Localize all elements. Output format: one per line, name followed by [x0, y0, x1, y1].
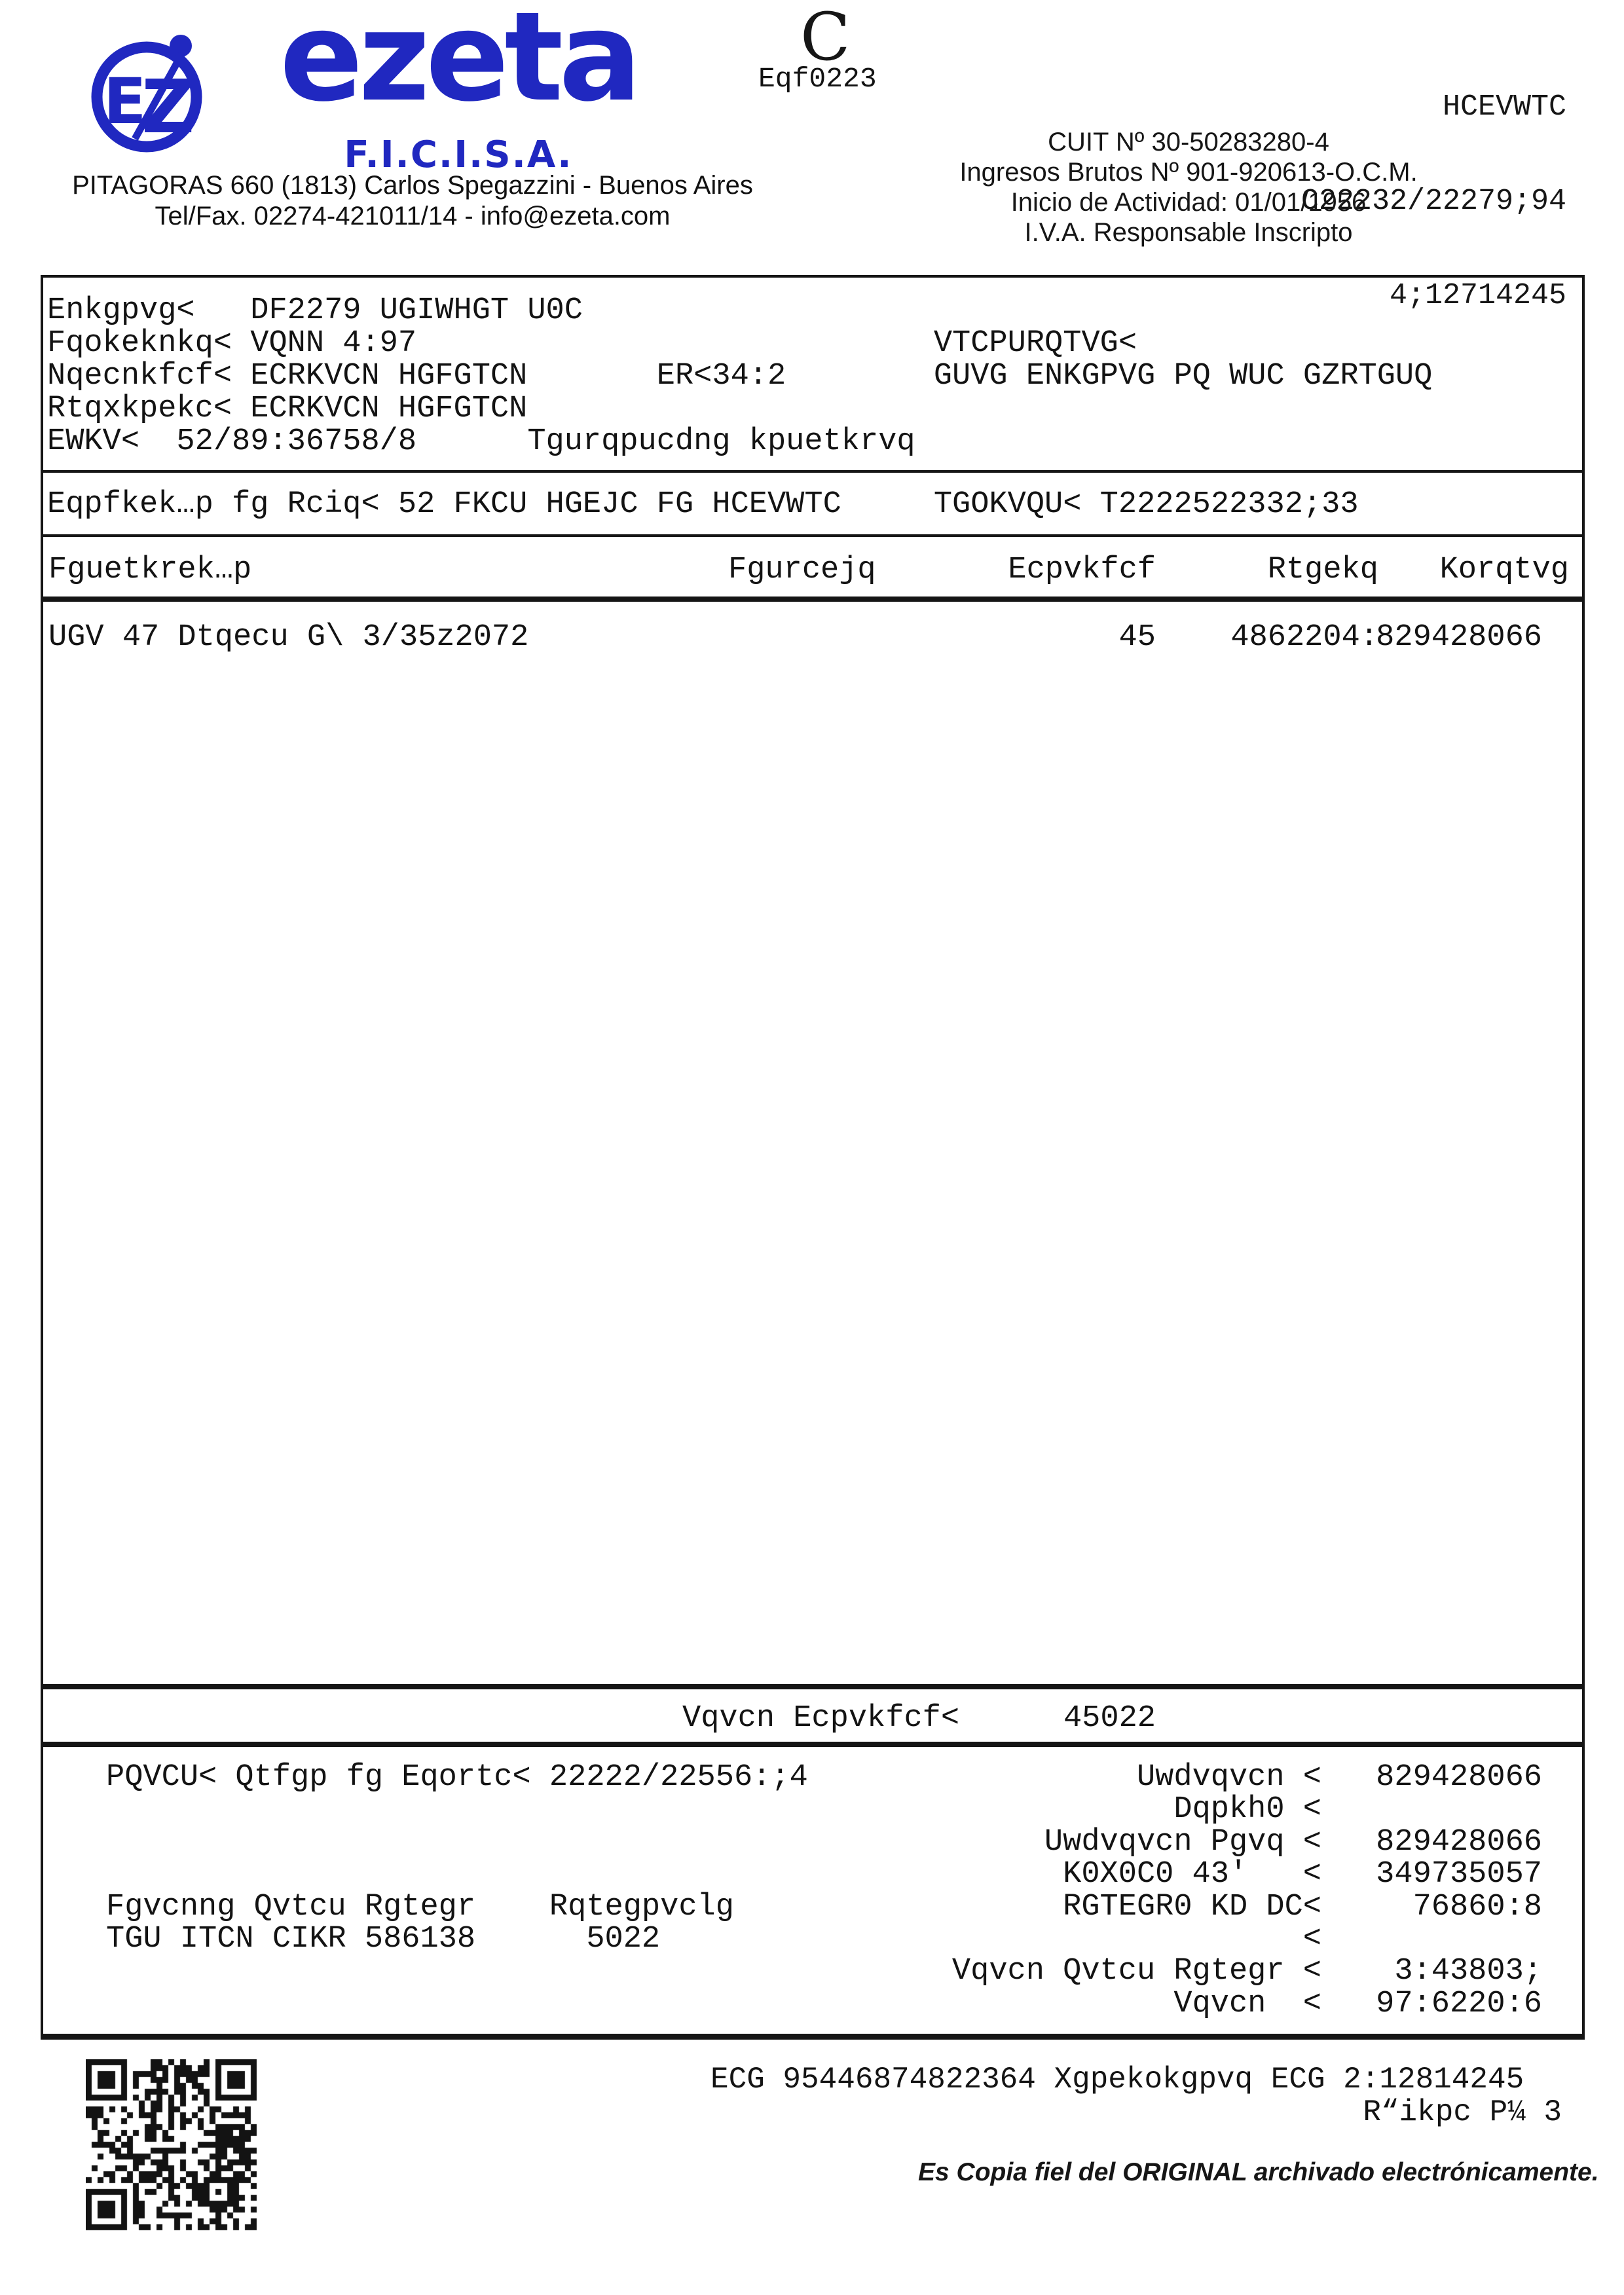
- total-quantity-label: Vqvcn Ecpvkfcf<: [682, 1701, 960, 1736]
- percep-detail-line: TGU ITCN CIKR 586138 5022: [106, 1922, 661, 1956]
- items-table-body: [41, 602, 1585, 1684]
- invoice-number: C22232/22279;94: [1301, 185, 1566, 218]
- column-header-description: Fguetkrek…p: [48, 553, 252, 587]
- invoice-type-code: Eqf0223: [758, 63, 877, 95]
- payment-condition-box: [41, 473, 1585, 537]
- item-quantity: 45: [1118, 620, 1156, 655]
- fiscal-inicio-actividad: Inicio de Actividad: 01/01/1956: [1010, 188, 1367, 217]
- client-line: Fqokeknkq< VQNN 4:97 VTCPURQTVG<: [47, 326, 1137, 361]
- items-table-header: [41, 537, 1585, 602]
- fiscal-info-block: [805, 127, 1572, 248]
- total-quantity-row: [41, 1684, 1585, 1747]
- company-contact: Tel/Fax. 02274-421011/14 - info@ezeta.com: [155, 202, 671, 230]
- client-line: Rtqxkpekc< ECRKVCN HGFGTCN: [47, 392, 528, 426]
- empty-separator-label: <: [1302, 1921, 1321, 1956]
- company-address: PITAGORAS 660 (1813) Carlos Spegazzini - Buenos Aires: [72, 171, 753, 200]
- totals-row: [43, 1955, 1582, 1987]
- brand-name: ezeta: [279, 0, 638, 129]
- totals-box: [41, 1747, 1585, 2040]
- page-number-line: R“ikpc P¼ 3: [1363, 2095, 1562, 2129]
- subtotal-neto-label: Uwdvqvcn Pgvq <: [1044, 1824, 1321, 1860]
- company-logo-emblem-icon: [84, 26, 215, 157]
- percep-label: RGTEGR0 KD DC<: [1063, 1889, 1321, 1924]
- totals-row: [43, 1793, 1582, 1826]
- company-address-block: [46, 170, 779, 232]
- client-line: Enkgpvg< DF2279 UGIWHGT U0C: [47, 293, 583, 328]
- total-otras-percep-label: Vqvcn Qvtcu Rgtegr <: [951, 1954, 1321, 1989]
- column-header-quantity: Ecpvkfcf: [1008, 553, 1156, 587]
- fiscal-ingresos-brutos: Ingresos Brutos Nº 901-920613-O.C.M.: [959, 158, 1418, 187]
- percep-value: 76860:8: [1412, 1889, 1542, 1924]
- copy-notice: Es Copia fiel del ORIGINAL archivado electrónicamente.: [918, 2158, 1599, 2186]
- client-line: Nqecnkfcf< ECRKVCN HGFGTCN ER<34:2 GUVG ENKGPVG PQ WUC GZRTGUQ: [47, 359, 1433, 394]
- qr-code: [86, 2059, 257, 2231]
- notes-order-line: PQVCU< Qtfgp fg Eqortc< 22222/22556:;4: [106, 1760, 808, 1795]
- item-amount: 829428066: [1376, 620, 1542, 655]
- subtotal-neto-value: 829428066: [1376, 1824, 1542, 1860]
- fiscal-cuit: CUIT Nº 30-50283280-4: [1048, 128, 1329, 156]
- totals-row: [43, 1826, 1582, 1858]
- cae-line: ECG 95446874822364 Xgpekokgpvq ECG 2:12814245: [710, 2063, 1524, 2097]
- grand-total-value: 97:6220:6: [1376, 1986, 1542, 2021]
- invoice-title: HCEVWTC: [1442, 90, 1566, 124]
- subtotal-label: Uwdvqvcn <: [1136, 1760, 1321, 1795]
- invoice-number-2: 4;12714245: [1389, 279, 1566, 312]
- svg-text:E: E: [103, 65, 147, 138]
- client-info-box: [41, 275, 1585, 473]
- totals-row: [43, 1858, 1582, 1890]
- iva-label: K0X0C0 43' <: [1063, 1857, 1321, 1892]
- column-header-amount: Korqtvg: [1439, 553, 1569, 587]
- column-header-despacho: Fgurcejq: [728, 553, 876, 587]
- invoice-type-letter: C: [800, 0, 851, 75]
- total-quantity-value: 45022: [1063, 1701, 1156, 1736]
- payment-condition-line: Eqpfkek…p fg Rciq< 52 FKCU HGEJC FG HCEVWTC TGOKVQU< T2222522332;33: [47, 487, 1359, 522]
- column-header-price: Rtgekq: [1267, 553, 1378, 587]
- fiscal-iva-condition: I.V.A. Responsable Inscripto: [1024, 218, 1353, 247]
- total-otras-percep-value: 3:43803;: [1394, 1954, 1542, 1989]
- percep-detail-header-line: Fgvcnng Qvtcu Rgtegr Rqtegpvclg: [106, 1889, 734, 1924]
- brand-subname: F.I.C.I.S.A.: [344, 134, 573, 176]
- svg-text:Z: Z: [141, 65, 195, 150]
- iva-value: 349735057: [1376, 1857, 1542, 1892]
- grand-total-label: Vqvcn <: [1173, 1986, 1321, 2021]
- subtotal-value: 829428066: [1376, 1760, 1542, 1795]
- client-line: EWKV< 52/89:36758/8 Tgurqpucdng kpuetkrvq: [47, 424, 915, 459]
- bonif-label: Dqpkh0 <: [1173, 1792, 1321, 1827]
- item-price: 4862204:: [1230, 620, 1378, 655]
- item-description: UGV 47 Dtqecu G\ 3/35z2072: [48, 620, 529, 655]
- totals-row: [43, 1988, 1582, 2020]
